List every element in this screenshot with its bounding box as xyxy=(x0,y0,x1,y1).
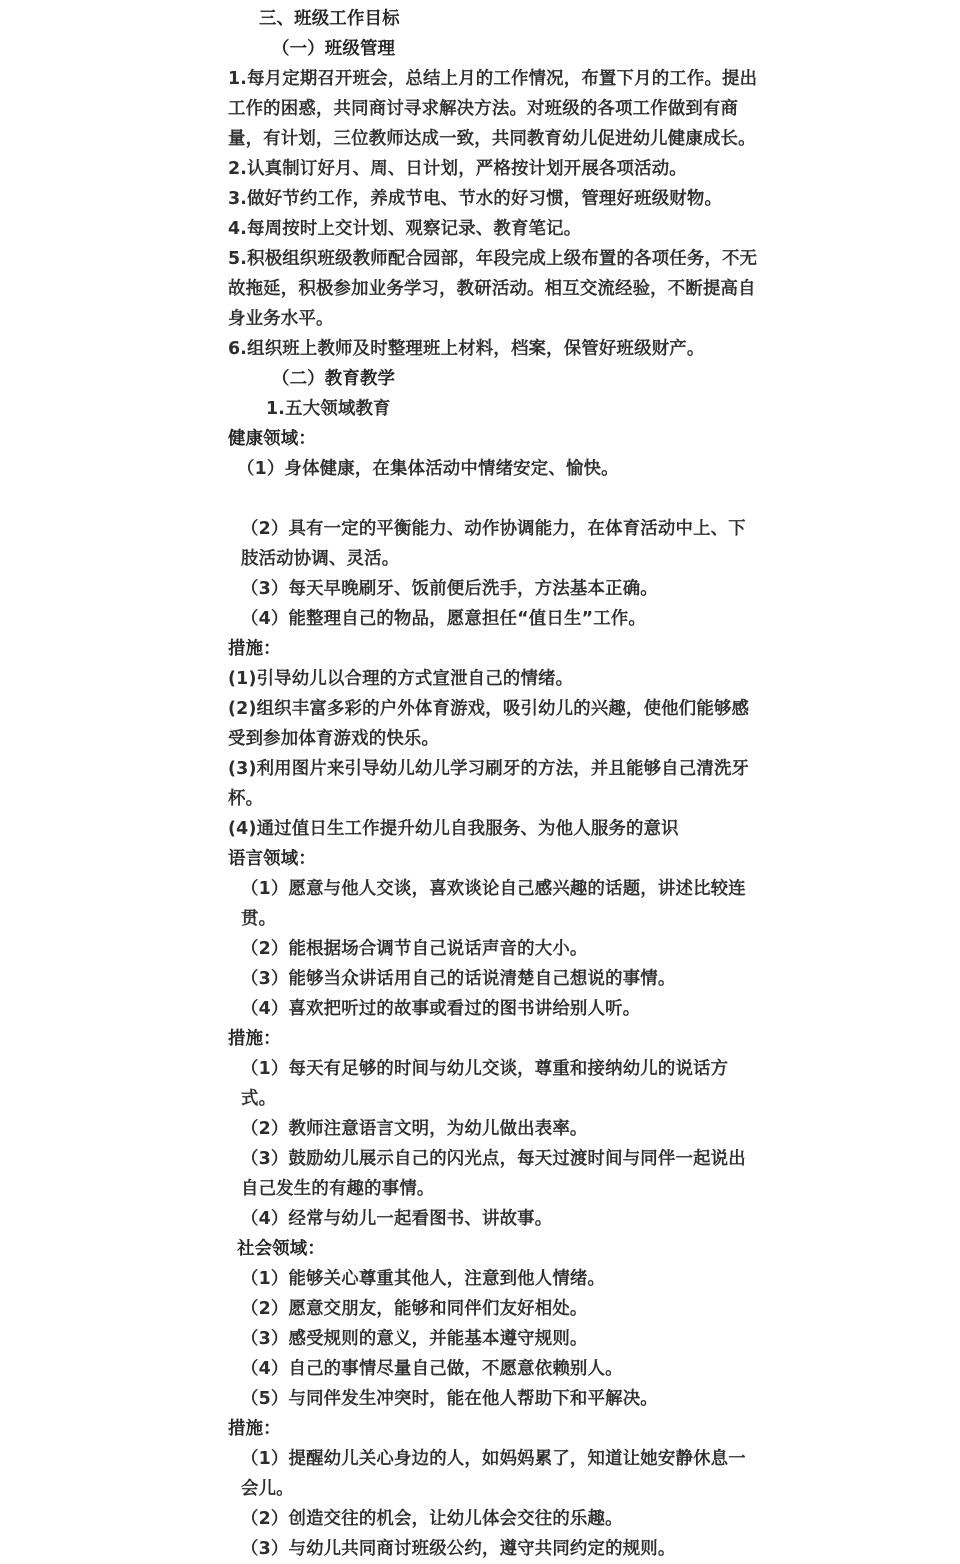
class-management-item-6: 6.组织班上教师及时整理班上材料，档案，保管好班级财产。 xyxy=(228,339,705,359)
language-domain-measure-3: （3）鼓励幼儿展示自己的闪光点，每天过渡时间与同伴一起说出自己发生的有趣的事情。 xyxy=(241,1149,746,1199)
language-domain-measure-2: （2）教师注意语言文明，为幼儿做出表率。 xyxy=(241,1119,588,1139)
class-management-item-2: 2.认真制订好月、周、日计划，严格按计划开展各项活动。 xyxy=(228,159,687,179)
social-domain-goal-3: （3）感受规则的意义，并能基本遵守规则。 xyxy=(241,1329,588,1349)
health-domain-goal-2: （2）具有一定的平衡能力、动作协调能力，在体育活动中上、下肢活动协调、灵活。 xyxy=(241,519,746,569)
language-domain-goal-4: （4）喜欢把听过的故事或看过的图书讲给别人听。 xyxy=(241,999,641,1019)
class-management-item-1: 1.每月定期召开班会，总结上月的工作情况，布置下月的工作。提出工作的困惑，共同商讨寻求解决方法。对班级的各项工作做到有商量，有计划，三位教师达成一致，共同教育幼儿促进幼儿健康成长。 xyxy=(228,69,758,149)
document-body xyxy=(228,4,762,1564)
social-domain-measure-2: （2）创造交往的机会，让幼儿体会交往的乐趣。 xyxy=(241,1509,623,1529)
social-domain-goal-1: （1）能够关心尊重其他人，注意到他人情绪。 xyxy=(241,1269,606,1289)
health-domain-measure-3: (3)利用图片来引导幼儿幼儿学习刷牙的方法，并且能够自己清洗牙杯。 xyxy=(228,759,750,809)
health-domain-measures-label: 措施： xyxy=(228,639,281,659)
language-domain-goal-3: （3）能够当众讲话用自己的话说清楚自己想说的事情。 xyxy=(241,969,676,989)
health-domain-goal-3: （3）每天早晚刷牙、饭前便后洗手，方法基本正确。 xyxy=(241,579,658,599)
health-domain-measure-4: (4)通过值日生工作提升幼儿自我服务、为他人服务的意识 xyxy=(228,819,679,839)
class-management-item-5: 5.积极组织班级教师配合园部，年段完成上级布置的各项任务，不无故拖延，积极参加业务学习，教研活动。相互交流经验，不断提高自身业务水平。 xyxy=(228,249,758,329)
class-management-item-3: 3.做好节约工作，养成节电、节水的好习惯，管理好班级财物。 xyxy=(228,189,723,209)
social-domain-measure-1: （1）提醒幼儿关心身边的人，如妈妈累了，知道让她安静休息一会儿。 xyxy=(241,1449,746,1499)
language-domain-label: 语言领域： xyxy=(228,849,316,869)
section-heading: 三、班级工作目标 xyxy=(259,9,400,29)
social-domain-goal-2: （2）愿意交朋友，能够和同伴们友好相处。 xyxy=(241,1299,588,1319)
language-domain-goal-2: （2）能根据场合调节自己说话声音的大小。 xyxy=(241,939,588,959)
health-domain-measure-1: (1)引导幼儿以合理的方式宣泄自己的情绪。 xyxy=(228,669,574,689)
social-domain-goal-4: （4）自己的事情尽量自己做，不愿意依赖别人。 xyxy=(241,1359,623,1379)
subsection-item-five-domains: 1.五大领域教育 xyxy=(266,399,391,419)
language-domain-measure-4: （4）经常与幼儿一起看图书、讲故事。 xyxy=(241,1209,553,1229)
subsection-heading-class-management: （一）班级管理 xyxy=(272,39,396,59)
subsection-heading-education-teaching: （二）教育教学 xyxy=(272,369,396,389)
blank-line-spacer xyxy=(228,484,762,514)
health-domain-goal-4: （4）能整理自己的物品，愿意担任“值日生”工作。 xyxy=(241,609,646,629)
social-domain-measures-label: 措施： xyxy=(228,1419,281,1439)
language-domain-measure-1: （1）每天有足够的时间与幼儿交谈，尊重和接纳幼儿的说话方式。 xyxy=(241,1059,729,1109)
class-management-item-4: 4.每周按时上交计划、观察记录、教育笔记。 xyxy=(228,219,582,239)
language-domain-goal-1: （1）愿意与他人交谈，喜欢谈论自己感兴趣的话题，讲述比较连贯。 xyxy=(241,879,746,929)
health-domain-label: 健康领域： xyxy=(228,429,316,449)
health-domain-goal-1: （1）身体健康，在集体活动中情绪安定、愉快。 xyxy=(237,459,619,479)
language-domain-measures-label: 措施： xyxy=(228,1029,281,1049)
social-domain-measure-3: （3）与幼儿共同商讨班级公约，遵守共同约定的规则。 xyxy=(241,1539,676,1559)
health-domain-measure-2: (2)组织丰富多彩的户外体育游戏，吸引幼儿的兴趣，使他们能够感受到参加体育游戏的快乐。 xyxy=(228,699,750,749)
social-domain-goal-5: （5）与同伴发生冲突时，能在他人帮助下和平解决。 xyxy=(241,1389,658,1409)
social-domain-label: 社会领域： xyxy=(237,1239,325,1259)
